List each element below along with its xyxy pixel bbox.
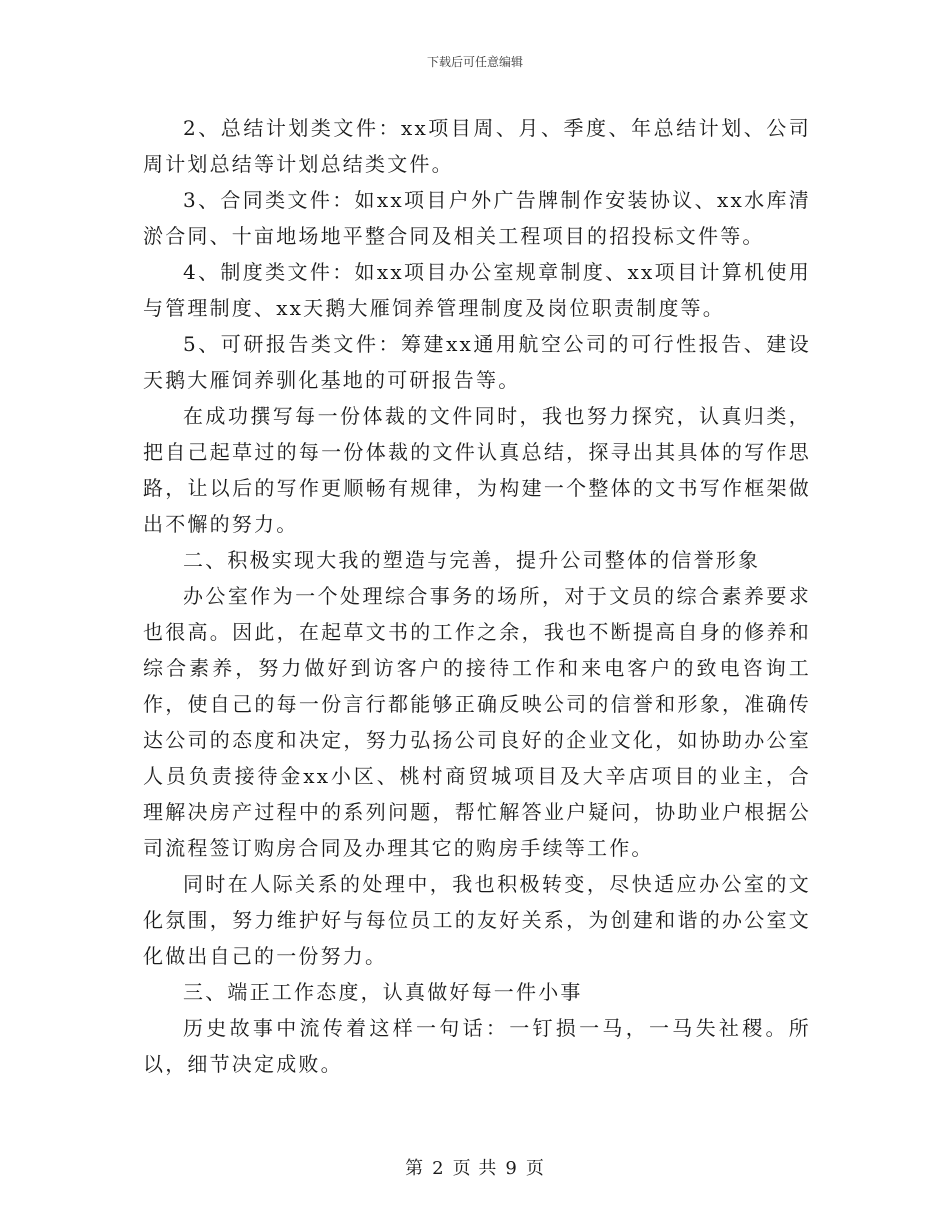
paragraph-writing-summary: 在成功撰写每一份体裁的文件同时，我也努力探究，认真归类，把自己起草过的每一份体裁的文件认真总结，探寻出其具体的写作思路，让以后的写作更顺畅有规律，为构建一个整体的文书写作框架做出不懈的努力。: [143, 404, 811, 536]
paragraph-feasibility-reports: 5、可研报告类文件：筹建xx通用航空公司的可行性报告、建设天鹅大雁饲养驯化基地的可研报告等。: [143, 332, 811, 392]
page-header: 下载后可任意编辑: [426, 55, 523, 69]
footer-middle: 页 共: [452, 1158, 498, 1179]
footer-total-pages: 9: [505, 1158, 518, 1179]
footer-current-page: 2: [432, 1158, 445, 1179]
paragraph-summary-plans: 2、总结计划类文件：xx项目周、月、季度、年总结计划、公司周计划总结等计划总结类文件。: [143, 116, 811, 176]
footer-suffix: 页: [525, 1158, 545, 1179]
paragraph-contracts: 3、合同类文件：如xx项目户外广告牌制作安装协议、xx水库清淤合同、十亩地场地平整合同及相关工程项目的招投标文件等。: [143, 188, 811, 248]
paragraph-details: 历史故事中流传着这样一句话：一钉损一马，一马失社稷。所以，细节决定成败。: [143, 1016, 811, 1076]
page-footer: [0, 1154, 950, 1180]
paragraph-office-duties: 办公室作为一个处理综合事务的场所，对于文员的综合素养要求也很高。因此，在起草文书的工作之余，我也不断提高自身的修养和综合素养，努力做好到访客户的接待工作和来电客户的致电咨询工作，使自己的每一份言行都能够正确反映公司的信誉和形象，准确传达公司的态度和决定，努力弘扬公司良好的企业文化，如协助办公室人员负责接待金xx小区、桃村商贸城项目及大辛店项目的业主，合理解决房产过程中的系列问题，帮忙解答业户疑问，协助业户根据公司流程签订购房合同及办理其它的购房手续等工作。: [143, 584, 811, 860]
section-heading-two: 二、积极实现大我的塑造与完善，提升公司整体的信誉形象: [183, 548, 761, 572]
footer-prefix: 第: [405, 1158, 425, 1179]
paragraph-regulations: 4、制度类文件：如xx项目办公室规章制度、xx项目计算机使用与管理制度、xx天鹅大雁饲养管理制度及岗位职责制度等。: [143, 260, 811, 320]
document-body: [143, 110, 811, 1082]
paragraph-relationships: 同时在人际关系的处理中，我也积极转变，尽快适应办公室的文化氛围，努力维护好与每位员工的友好关系，为创建和谐的办公室文化做出自己的一份努力。: [143, 872, 811, 968]
section-heading-three: 三、端正工作态度，认真做好每一件小事: [183, 980, 583, 1004]
